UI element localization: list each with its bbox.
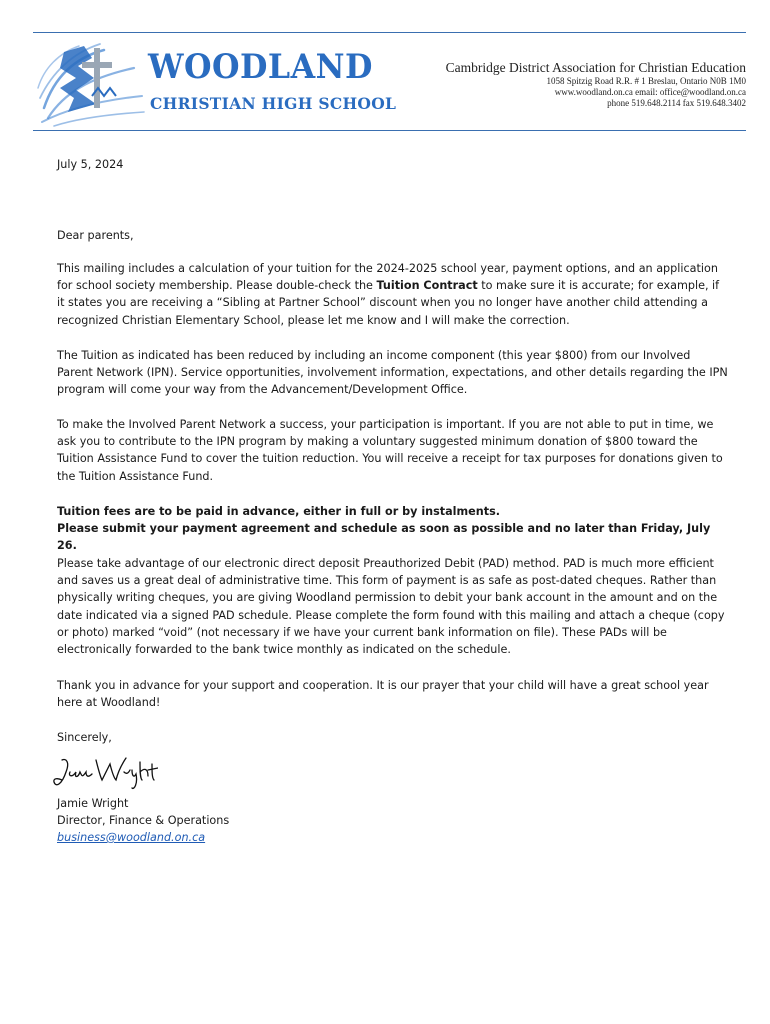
organization-phone-fax: phone 519.648.2114 fax 519.648.3402 (607, 98, 746, 108)
organization-name: Cambridge District Association for Christian Education (445, 60, 746, 75)
paragraph-pad-method: Please take advantage of our electronic direct deposit Preauthorized Debit (PAD) method. PAD is much more efficient and saves us a great deal of administrative time. This form of payment is as safe as post-dated cheques. Rather than physically writing cheques, you are giving Woodland permission to debit your bank account in the amount and on the date indicated via a signed PAD schedule. Please complete the form found with this mailing and attach a cheque (copy or photo) marked “void” (not necessary if we have your current bank information on file). These PADs will be electronically forwarded to the bank twice monthly as indicated on the schedule. (57, 557, 725, 657)
paragraph-ipn-reduction: The Tuition as indicated has been reduced by including an income component (this year $800) from our Involved Parent Network (IPN). Service opportunities, involvement information, expectations, and other details regarding the IPN program will come your way from the Advancement/Development Office. (57, 349, 728, 397)
paragraph-tuition-calculation: This mailing includes a calculation of your tuition for the 2024-2025 school year, payment options, and an application for school society membership. Please double-check the Tuition Contract to make sure it is accurate; for example, if it states you are receiving a “Sibling at Partner School” discount when you no longer have another child attending a recognized Christian Elementary School, please let me know and I will make the correction. (57, 262, 720, 327)
school-name: WOODLAND (148, 47, 373, 87)
organization-address: 1058 Spitzig Road R.R. # 1 Breslau, Ontario N0B 1M0 (546, 76, 746, 86)
paragraph-ipn-participation: To make the Involved Parent Network a success, your participation is important. If you are not able to put in time, we ask you to contribute to the IPN program by making a voluntary suggested minimum donation of $800 toward the Tuition Assistance Fund to cover the tuition reduction. You will receive a receipt for tax purposes for donations given to the Tuition Assistance Fund. (57, 418, 723, 483)
school-logo-icon (34, 38, 146, 128)
signer-title: Director, Finance & Operations (57, 814, 230, 827)
letter-date: July 5, 2024 (57, 158, 124, 171)
signer-email-link[interactable]: business@woodland.on.ca (57, 831, 206, 844)
letter-closing: Sincerely, (57, 731, 112, 744)
letter-salutation: Dear parents, (57, 229, 134, 242)
signature-icon (52, 754, 158, 794)
organization-address-block (446, 60, 746, 109)
notice-fees-in-advance: Tuition fees are to be paid in advance, either in full or by instalments. (57, 505, 500, 518)
paragraph-thank-you: Thank you in advance for your support and cooperation. It is our prayer that your child will have a great school year here at Woodland! (57, 679, 709, 710)
header-bottom-rule (33, 130, 746, 131)
school-subtitle: CHRISTIAN HIGH SCHOOL (150, 94, 397, 113)
notice-submit-deadline: Please submit your payment agreement and schedule as soon as possible and no later than Friday, July 26. (57, 522, 711, 553)
signer-name: Jamie Wright (57, 797, 129, 810)
tuition-contract-emphasis: Tuition Contract (376, 279, 478, 293)
organization-web-email: www.woodland.on.ca email: office@woodland.on.ca (554, 87, 746, 97)
header-top-rule (33, 32, 746, 33)
